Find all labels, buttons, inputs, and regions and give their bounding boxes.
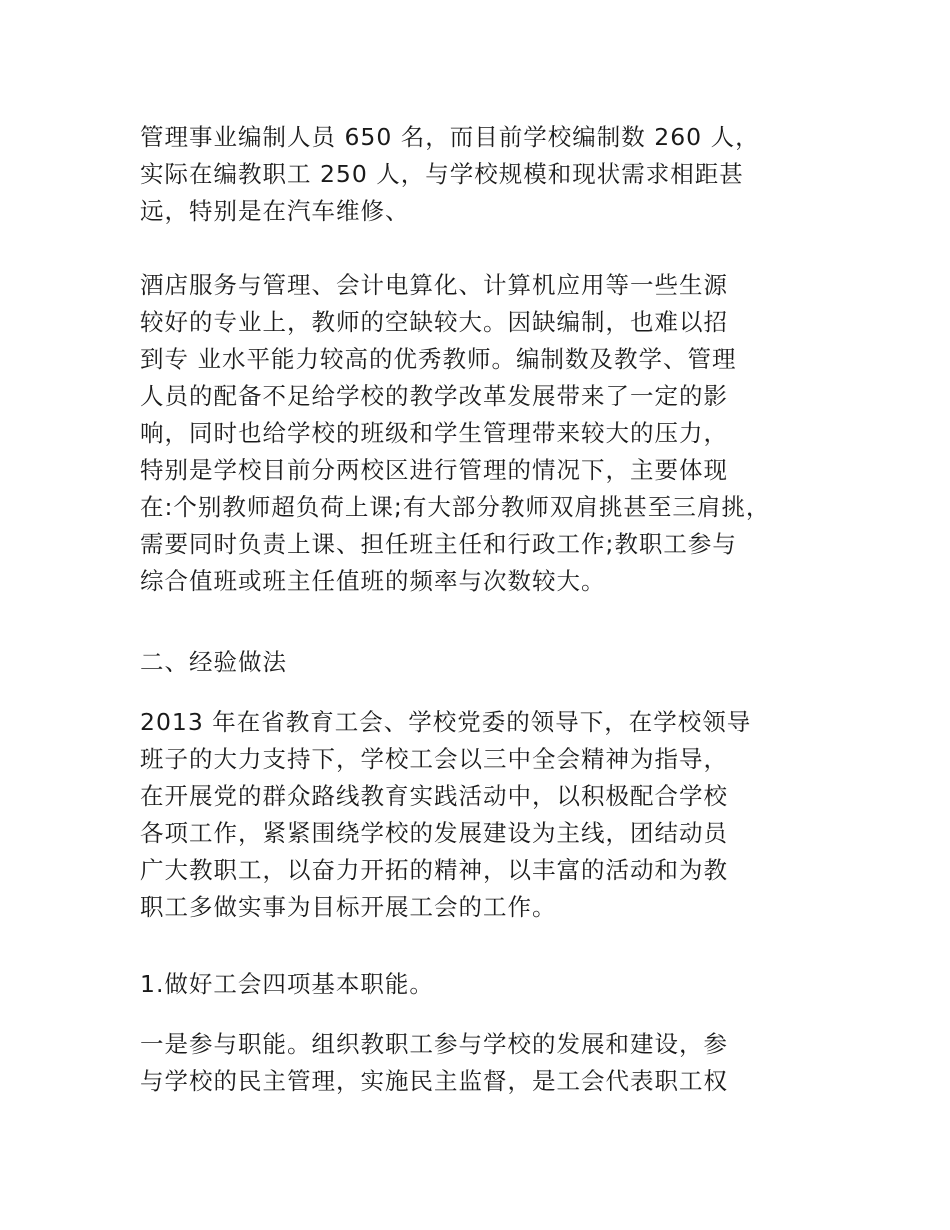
text-line: 特别是学校目前分两校区进行管理的情况下，主要体现 <box>140 456 728 484</box>
text-line: 与学校的民主管理，实施民主监督，是工会代表职工权 <box>140 1067 728 1095</box>
heading-line: 二、经验做法 <box>140 648 287 676</box>
text-line: 职工多做实事为目标开展工会的工作。 <box>140 893 557 921</box>
text-line: 需要同时负责上课、担任班主任和行政工作;教职工参与 <box>140 530 737 558</box>
paragraph-staffing <box>140 119 840 230</box>
text-line: 综合值班或班主任值班的频率与次数较大。 <box>140 567 606 595</box>
text-line: 人员的配备不足给学校的教学改革发展带来了一定的影 <box>140 382 728 410</box>
text-line: 在开展党的群众路线教育实践活动中，以积极配合学校 <box>140 782 728 810</box>
text-line: 酒店服务与管理、会计电算化、计算机应用等一些生源 <box>140 271 728 299</box>
text-line: 响，同时也给学校的班级和学生管理带来较大的压力， <box>140 419 728 447</box>
text-line: 实际在编教职工 250 人，与学校规模和现状需求相距甚 <box>140 160 744 188</box>
text-line: 管理事业编制人员 650 名，而目前学校编制数 260 人， <box>140 123 760 151</box>
text-line: 到专 业水平能力较高的优秀教师。编制数及教学、管理 <box>140 345 737 373</box>
text-line: 一是参与职能。组织教职工参与学校的发展和建设，参 <box>140 1030 728 1058</box>
text-line: 远，特别是在汽车维修、 <box>140 197 410 225</box>
paragraph-teacher-shortage <box>140 267 840 600</box>
heading-line: 1.做好工会四项基本职能。 <box>140 970 434 998</box>
text-line: 较好的专业上，教师的空缺较大。因缺编制，也难以招 <box>140 308 728 336</box>
text-line: 在:个别教师超负荷上课;有大部分教师双肩挑甚至三肩挑， <box>140 493 771 521</box>
text-line: 各项工作，紧紧围绕学校的发展建设为主线，团结动员 <box>140 819 728 847</box>
section-heading <box>140 644 840 681</box>
text-line: 广大教职工，以奋力开拓的精神，以丰富的活动和为教 <box>140 856 728 884</box>
text-line: 班子的大力支持下，学校工会以三中全会精神为指导， <box>140 745 728 773</box>
subsection-heading <box>140 966 840 1003</box>
text-line: 2013 年在省教育工会、学校党委的领导下，在学校领导 <box>140 708 752 736</box>
paragraph-participation <box>140 1026 840 1100</box>
paragraph-2013-work <box>140 704 840 926</box>
